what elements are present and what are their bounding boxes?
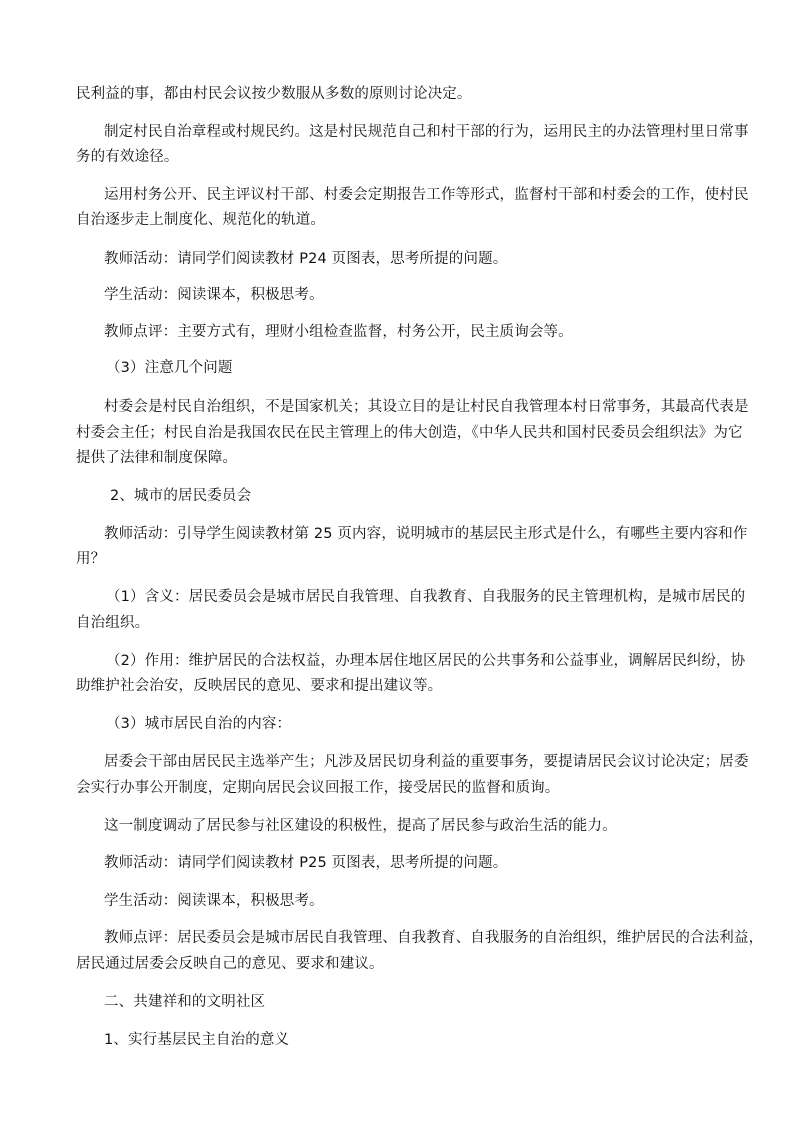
paragraph-line: 学生活动：阅读课本，积极思考。 [104,893,324,909]
section-heading: 二、共建祥和的文明社区 [104,994,266,1010]
paragraph-line: 用？ [76,551,106,567]
section-heading: 2、城市的居民委员会 [110,488,252,504]
paragraph-line: 务的有效途径。 [76,149,179,165]
paragraph-line: 教师活动：引导学生阅读教材第 25 页内容，说明城市的基层民主形式是什么，有哪些主要内容和作 [104,526,748,542]
paragraph-line: 提供了法律和制度保障。 [76,450,238,466]
section-heading: 1、实行基层民主自治的意义 [104,1032,290,1048]
paragraph-line: 制定村民自治章程或村规民约。这是村民规范自己和村干部的行为，运用民主的办法管理村里日常事 [104,124,749,140]
paragraph-line: （2）作用：维护居民的合法权益，办理本居住地区居民的公共事务和公益事业，调解居民纠纷，协 [106,653,746,669]
paragraph-line: 自治组织。 [76,615,150,631]
paragraph-line: 这一制度调动了居民参与社区建设的积极性，提高了居民参与政治生活的能力。 [104,818,617,834]
section-heading: （3）注意几个问题 [106,360,233,376]
paragraph-line: 教师活动：请同学们阅读教材 P24 页图表，思考所提的问题。 [104,251,508,267]
paragraph-line: 教师点评：主要方式有，理财小组检查监督，村务公开，民主质询会等。 [104,324,573,340]
paragraph-line: 居委会干部由居民民主选举产生；凡涉及居民切身利益的重要事务，要提请居民会议讨论决定；居委 [104,754,749,770]
paragraph-line: 会实行办事公开制度，定期向居民会议回报工作，接受居民的监督和质询。 [76,780,560,796]
paragraph-line: 自治逐步走上制度化、规范化的轨道。 [76,212,326,228]
paragraph-line: 村委会主任；村民自治是我国农民在民主管理上的伟大创造，《中华人民共和国村民委员会组织法》为它 [76,425,743,441]
paragraph-line: 助维护社会治安，反映居民的意见、要求和提出建议等。 [76,678,443,694]
paragraph-line: 村委会是村民自治组织，不是国家机关；其设立目的是让村民自我管理本村日常事务，其最高代表是 [104,399,749,415]
paragraph-line: 居民通过居委会反映自己的意见、要求和建议。 [76,956,384,972]
paragraph-line: 民利益的事，都由村民会议按少数服从多数的原则讨论决定。 [76,86,472,102]
paragraph-line: 教师点评：居民委员会是城市居民自我管理、自我教育、自我服务的自治组织，维护居民的合法利益， [104,930,764,946]
paragraph-line: 运用村务公开、民主评议村干部、村委会定期报告工作等形式，监督村干部和村委会的工作，使村民 [104,187,749,203]
paragraph-line: （1）含义：居民委员会是城市居民自我管理、自我教育、自我服务的民主管理机构，是城市居民的 [106,589,746,605]
paragraph-line: 学生活动：阅读课本，积极思考。 [104,287,324,303]
paragraph-line: 教师活动：请同学们阅读教材 P25 页图表，思考所提的问题。 [104,855,508,871]
section-heading: （3）城市居民自治的内容： [106,716,292,732]
